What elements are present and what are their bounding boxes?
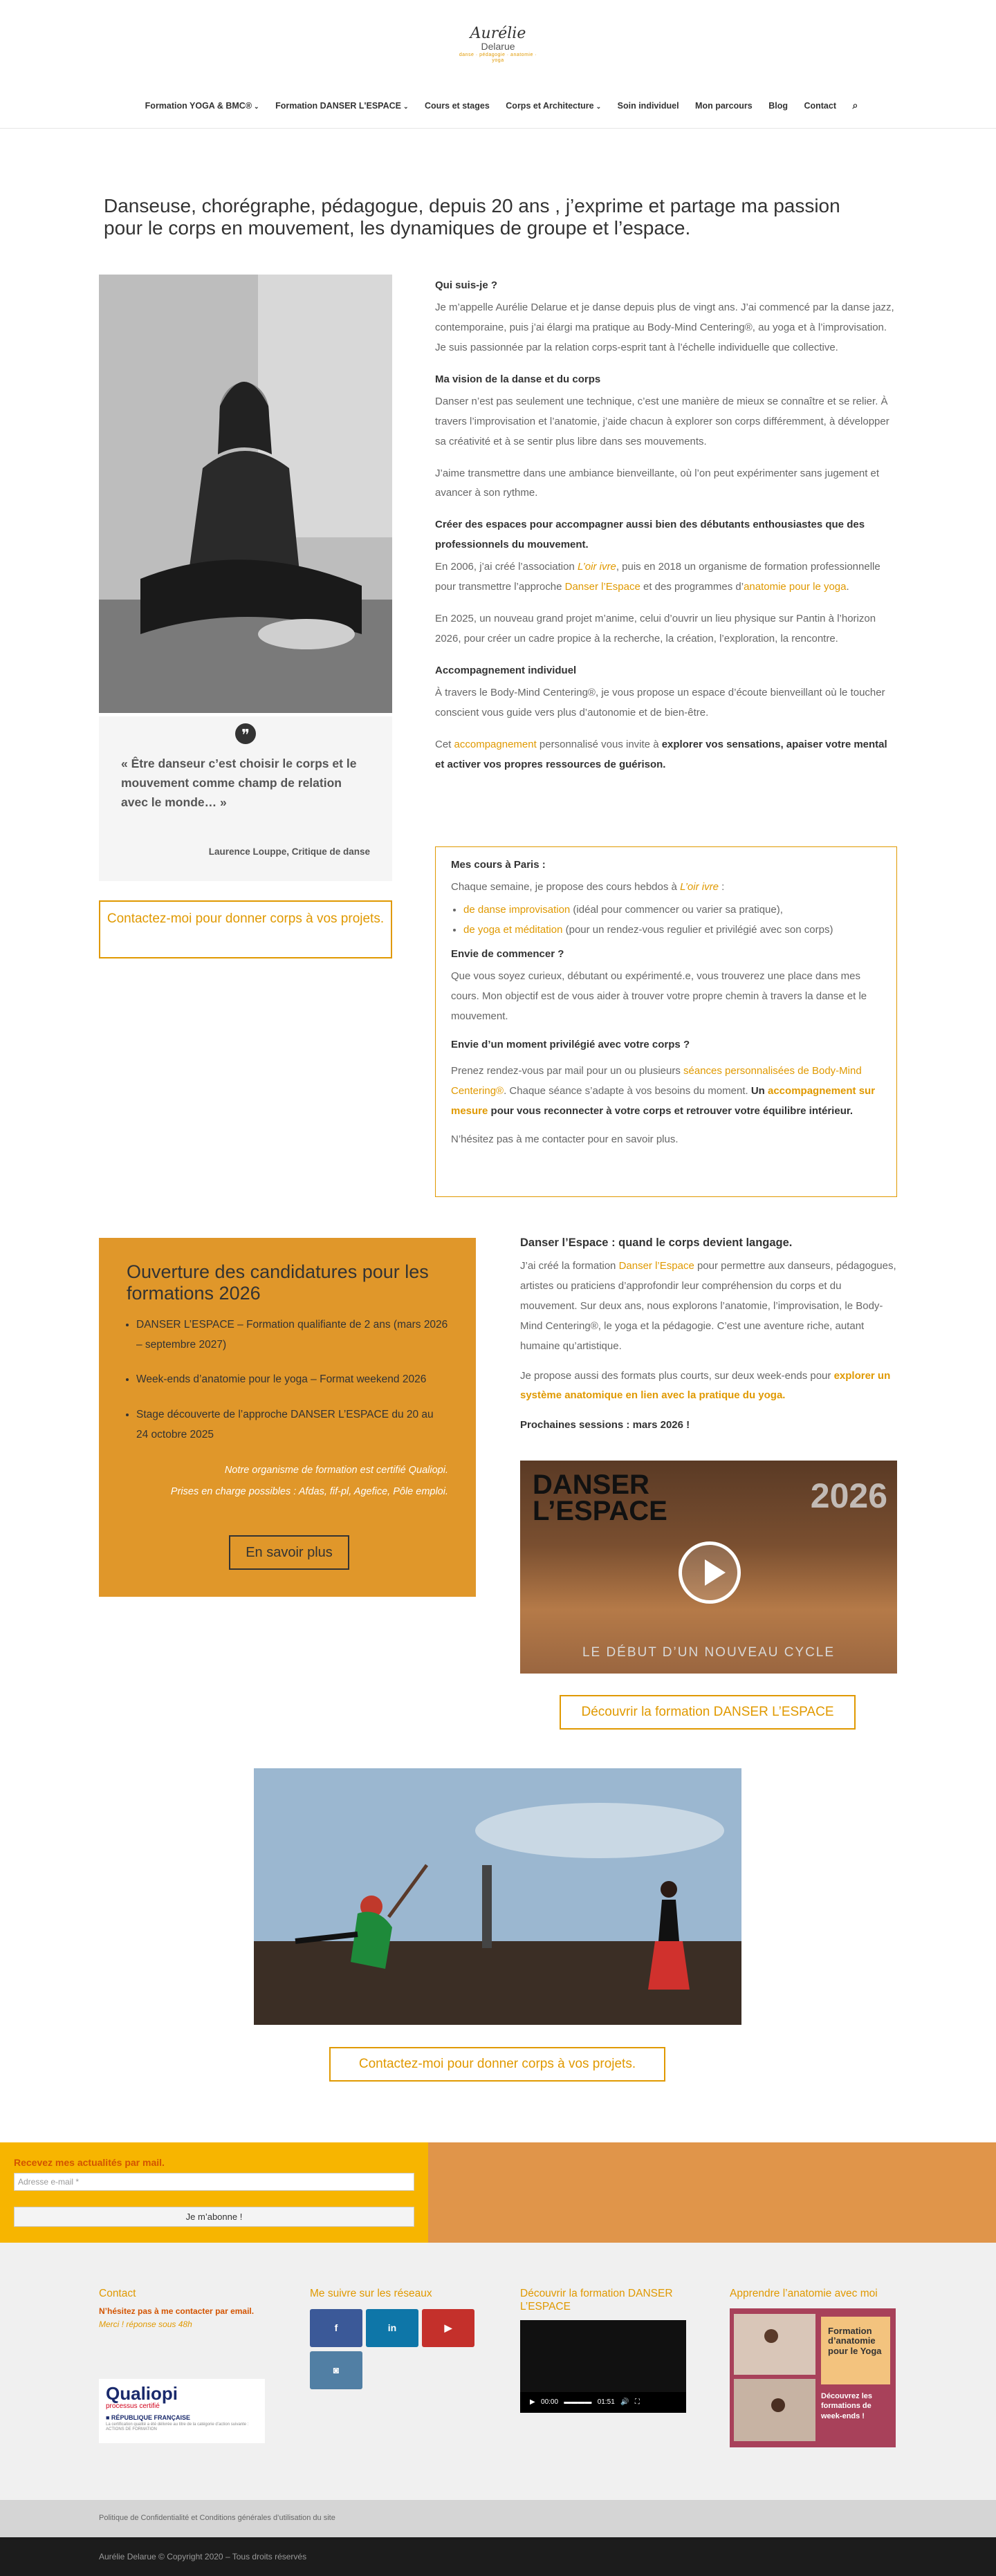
courses-box — [435, 846, 897, 1197]
qualiopi-rf: ■ RÉPUBLIQUE FRANÇAISE — [106, 2414, 190, 2421]
about-heading-spaces: Créer des espaces pour accompagner aussi bien des débutants enthousiastes que des professionnels du mouvement. — [435, 519, 865, 551]
search-icon[interactable]: ⌕ — [852, 100, 858, 111]
anatomie-weekend-text: Découvrez les formations de week-ends ! — [821, 2392, 872, 2420]
logo-tagline: danse · pédagogie · anatomie · yoga — [459, 53, 537, 64]
play-icon[interactable] — [679, 1541, 741, 1604]
formations-list — [136, 1315, 448, 1445]
subscribe-button[interactable]: Je m’abonne ! — [14, 2207, 414, 2227]
qualiopi-note: Notre organisme de formation est certifié Qualiopi. — [224, 1465, 448, 1476]
courses-heading: Mes cours à Paris : — [451, 859, 546, 871]
intro-heading: Danseuse, chorégraphe, pédagogue, depuis 20 ans , j’exprime et partage ma passion pour le corps en mouvement, les dynamiques de groupe et l’espace. — [104, 195, 840, 239]
youtube-icon[interactable]: ▶ — [422, 2309, 474, 2347]
qualiopi-logo — [99, 2379, 265, 2443]
list-item: • Week-ends d’anatomie pour le yoga – Format weekend 2026 — [136, 1370, 448, 1390]
site-logo[interactable] — [456, 26, 540, 64]
nav-cours-stages[interactable]: Cours et stages — [425, 101, 490, 111]
qualiopi-subtitle: processus certifié — [106, 2402, 160, 2410]
link-yoga-meditation[interactable]: de yoga et méditation — [463, 923, 563, 936]
link-accompagnement[interactable]: accompagnement — [454, 738, 537, 750]
link-accompagnement-mesure[interactable]: accompagnement sur mesure — [451, 1085, 876, 1118]
courses-paragraph: Prenez rendez-vous par mail pour un ou plusieurs séances personnalisées de Body-Mind Centering®. Chaque séance s’adapte à vos besoins du moment. Un accompagnement sur mesure pour vous reconnecter à votre corps et retrouver votre équilibre intérieur. — [451, 1065, 876, 1118]
footer-anatomie-title[interactable]: Apprendre l’anatomie avec moi — [730, 2288, 878, 2299]
newsletter-heading: Recevez mes actualités par mail. — [14, 2157, 165, 2168]
main-nav — [0, 97, 996, 114]
site-header — [0, 0, 996, 129]
instagram-icon[interactable]: ◙ — [310, 2351, 362, 2389]
link-seances-bmc[interactable]: séances personnalisées de Body-Mind Centering® — [451, 1065, 862, 1097]
courses-paragraph: N’hésitez pas à me contacter pour en savoir plus. — [451, 1133, 679, 1146]
anatomie-banner[interactable] — [730, 2308, 896, 2447]
footer-formation-title[interactable]: Découvrir la formation DANSER L’ESPACE — [520, 2288, 673, 2313]
link-oir-ivre[interactable]: L’oir ivre — [680, 880, 719, 893]
logo-script: Aurélie — [470, 25, 526, 42]
about-heading-vision: Ma vision de la danse et du corps — [435, 373, 601, 385]
nav-corps-architecture[interactable]: Corps et Architecture ⌄ — [506, 101, 602, 111]
about-paragraph: Je m’appelle Aurélie Delarue et je danse depuis plus de vingt ans. J’ai commencé par la danse jazz, contemporaine, puis j’ai élargi ma pratique au Body-Mind Centering®, au yoga et à l’improvisation. Je suis passionnée par la relation corps-esprit tant à l’échelle individuelle que collective. — [435, 301, 894, 353]
quote-icon: ❞ — [235, 723, 256, 744]
contact-button[interactable]: Contactez-moi pour donner corps à vos projets. — [99, 900, 392, 958]
courses-paragraph: Que vous soyez curieux, débutant ou expérimenté.e, vous trouverez une place dans mes cours. Mon objectif est de vous aider à trouver votre propre chemin à travers la danse et le mouvement. — [451, 970, 867, 1022]
danser-paragraph: J’ai créé la formation Danser l’Espace pour permettre aux danseurs, pédagogues, artistes ou praticiens d’approfondir leur compréhension du corps et du mouvement. Sur deux ans, nous explorons l’anatomie, l’improvisation, le Body-Mind Centering®, le yoga et la pédagogie. C’est une aventure riche, autant humaine qu’artistique. — [520, 1259, 896, 1352]
linkedin-icon[interactable]: in — [366, 2309, 418, 2347]
nav-formation-danser[interactable]: Formation DANSER L'ESPACE ⌄ — [275, 101, 409, 111]
copyright: Aurélie Delarue © Copyright 2020 – Tous droits réservés — [0, 2537, 996, 2576]
decouvrir-formation-button[interactable]: Découvrir la formation DANSER L’ESPACE — [560, 1695, 856, 1730]
link-danse-improvisation[interactable]: de danse improvisation — [463, 903, 571, 916]
about-paragraph: En 2025, un nouveau grand projet m’anime, celui d’ouvrir un lieu physique sur Pantin à l’horizon 2026, pour créer un cadre propice à la recherche, la création, l’exploration, la rencontre. — [435, 613, 876, 645]
chevron-down-icon: ⌄ — [403, 103, 409, 110]
about-paragraph: Cet accompagnement personnalisé vous invite à explorer vos sensations, apaiser votre mental et activer vos propres ressources de guérison. — [435, 738, 887, 770]
nav-contact[interactable]: Contact — [804, 101, 836, 111]
video-player[interactable] — [520, 1461, 897, 1674]
email-input[interactable]: Adresse e-mail * — [14, 2173, 414, 2191]
courses-list — [463, 900, 881, 940]
about-section — [435, 275, 897, 787]
formations-box — [99, 1238, 476, 1597]
chevron-down-icon: ⌄ — [254, 103, 259, 110]
courses-heading: Envie de commencer ? — [451, 947, 564, 960]
about-paragraph: J’aime transmettre dans une ambiance bienveillante, où l’on peut expérimenter sans jugement et avancer à son rythme. — [435, 467, 880, 499]
newsletter-side-panel — [428, 2142, 996, 2243]
en-savoir-plus-button[interactable]: En savoir plus — [229, 1535, 349, 1570]
funding-note: Prises en charge possibles : Afdas, fif-pl, Agefice, Pôle emploi. — [170, 1485, 448, 1497]
portrait-photo — [99, 275, 392, 713]
portrait-illustration — [99, 275, 392, 713]
contact-projets-button[interactable]: Contactez-moi pour donner corps à vos projets. — [329, 2047, 665, 2082]
chevron-down-icon: ⌄ — [596, 103, 602, 110]
qualiopi-name: Qualiopi — [106, 2383, 178, 2404]
policy-link[interactable]: Politique de Confidentialité et Conditions générales d’utilisation du site — [0, 2500, 996, 2537]
formations-title: Ouverture des candidatures pour les formations 2026 — [127, 1261, 429, 1304]
nav-formation-yoga[interactable]: Formation YOGA & BMC® ⌄ — [145, 101, 259, 111]
quote-author: Laurence Louppe, Critique de danse — [208, 846, 370, 857]
dancers-photo — [254, 1768, 741, 2025]
about-heading-accompagnement: Accompagnement individuel — [435, 665, 577, 676]
about-paragraph: À travers le Body-Mind Centering®, je vous propose un espace d’écoute bienveillant où le toucher conscient vous guide vers plus d’autonomie et de bien-être. — [435, 686, 885, 719]
link-anatomie-yoga[interactable]: explorer un système anatomique en lien avec la pratique du yoga. — [520, 1369, 891, 1402]
footer-anatomie — [730, 2288, 910, 2305]
list-item: • DANSER L’ESPACE – Formation qualifiante de 2 ans (mars 2026 – septembre 2027) — [136, 1315, 448, 1355]
link-oir-ivre[interactable]: L’oir ivre — [577, 561, 616, 573]
nav-blog[interactable]: Blog — [768, 101, 788, 111]
footer-contact — [99, 2288, 279, 2331]
link-anatomie-yoga[interactable]: anatomie pour le yoga — [744, 581, 847, 593]
audio-player[interactable] — [520, 2320, 686, 2413]
footer-contact-note: Merci ! réponse sous 48h — [99, 2319, 192, 2329]
list-item: • de danse improvisation (idéal pour commencer ou varier sa pratique), — [463, 900, 881, 920]
link-danser-espace[interactable]: Danser l’Espace — [564, 581, 640, 593]
nav-soin-individuel[interactable]: Soin individuel — [617, 101, 679, 111]
newsletter-form — [0, 2142, 428, 2243]
danser-sessions: Prochaines sessions : mars 2026 ! — [520, 1419, 690, 1431]
footer-formation — [520, 2288, 700, 2317]
quote-text: « Être danseur c’est choisir le corps et le mouvement comme champ de relation avec le monde… » — [121, 757, 357, 809]
danser-title: Danser l’Espace : quand le corps devient langage. — [520, 1236, 793, 1249]
facebook-icon[interactable]: f — [310, 2309, 362, 2347]
quote-box — [99, 716, 392, 881]
qualiopi-small: La certification qualité a été délivrée au titre de la catégorie d’action suivante : ACTIONS DE FORMATION — [106, 2422, 249, 2431]
video-year: 2026 — [810, 1476, 887, 1515]
anatomie-box-text: Formation d’anatomie pour le Yoga — [821, 2317, 890, 2384]
footer-contact-link[interactable]: N’hésitez pas à me contacter par email. — [99, 2306, 255, 2316]
footer-social-title: Me suivre sur les réseaux — [310, 2288, 432, 2299]
footer-contact-title: Contact — [99, 2288, 136, 2299]
list-item: • Stage découverte de l’approche DANSER L’ESPACE du 20 au 24 octobre 2025 — [136, 1405, 448, 1445]
audio-controls[interactable]: ▶ 00:00 ▬▬▬▬ 01:51 🔊 ⛶ — [520, 2392, 686, 2413]
courses-paragraph: Chaque semaine, je propose des cours hebdos à L’oir ivre : — [451, 880, 725, 893]
danser-paragraph: Je propose aussi des formats plus courts, sur deux week-ends pour explorer un système anatomique en lien avec la pratique du yoga. — [520, 1369, 891, 1402]
link-danser-espace[interactable]: Danser l’Espace — [618, 1259, 694, 1272]
footer-social — [310, 2288, 490, 2305]
nav-mon-parcours[interactable]: Mon parcours — [695, 101, 753, 111]
about-paragraph: En 2006, j’ai créé l’association L’oir ivre, puis en 2018 un organisme de formation professionnelle pour transmettre l’approche Danser l’Espace et des programmes d’anatomie pour le yoga. — [435, 561, 880, 593]
about-heading-who: Qui suis-je ? — [435, 279, 498, 291]
danser-section — [520, 1232, 897, 1445]
video-caption: LE DÉBUT D’UN NOUVEAU CYCLE — [582, 1644, 836, 1660]
video-title: DANSER L’ESPACE — [533, 1470, 667, 1526]
dancers-illustration — [254, 1768, 741, 2025]
list-item: • de yoga et méditation (pour un rendez-vous regulier et privilégié avec son corps) — [463, 920, 881, 940]
about-paragraph: Danser n’est pas seulement une technique, c’est une manière de mieux se connaître et se relier. À travers l’improvisation et l’anatomie, j’aide chacun à explorer son corps différemment, à développer sa créativité et à se sentir plus libre dans ses mouvements. — [435, 395, 889, 447]
logo-name: Delarue — [481, 41, 515, 52]
courses-heading: Envie d’un moment privilégié avec votre corps ? — [451, 1038, 690, 1050]
